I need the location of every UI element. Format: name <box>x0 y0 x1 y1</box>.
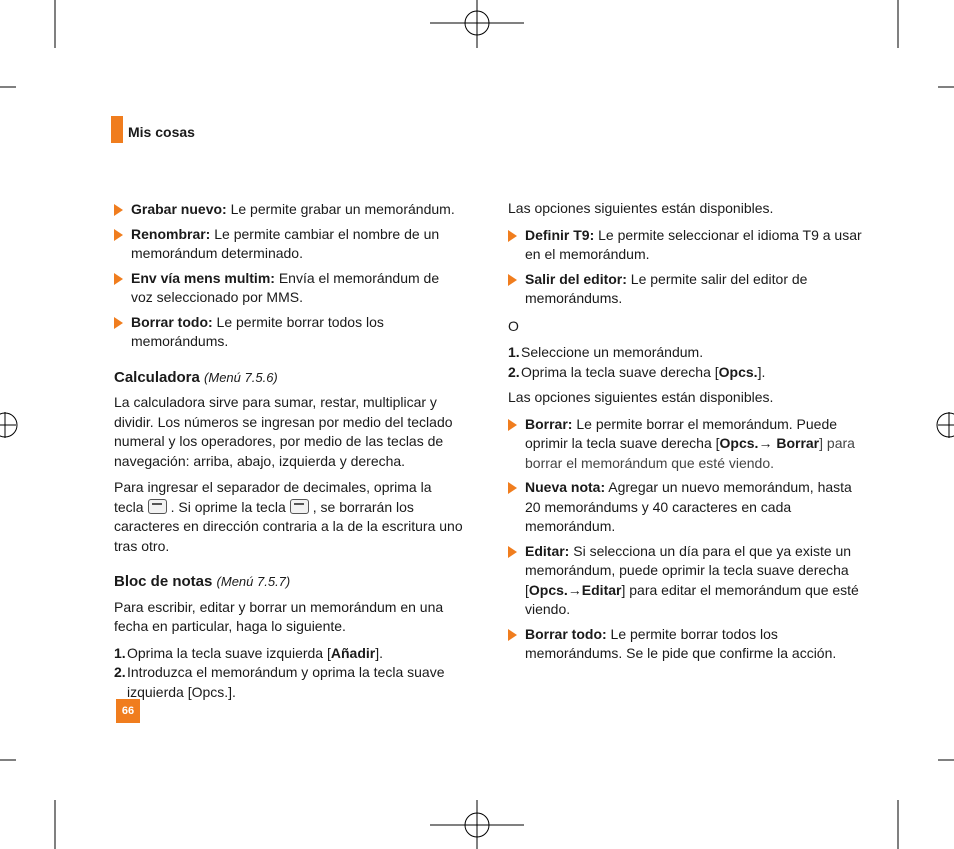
or-separator: O <box>508 317 519 334</box>
list-item: Definir T9: Le permite seleccionar el idioma T9 a usar en el memorándum. <box>508 226 868 265</box>
list-item: Borrar todo: Le permite borrar todos los memorándums. Se le pide que confirme la acción. <box>508 625 868 664</box>
list-item: Nueva nota: Agregar un nuevo memorándum, hasta 20 memorándums y 40 caracteres en cada memorándum. <box>508 478 868 537</box>
notepad-heading: Bloc de notas (Menú 7.5.7) <box>114 573 291 590</box>
calculator-heading: Calculadora (Menú 7.5.6) <box>114 368 278 386</box>
left-column <box>114 200 464 702</box>
list-item: Salir del editor: Le permite salir del editor de memorándums. <box>508 270 868 309</box>
step-item: 2. Oprima la tecla suave derecha [Opcs.]. <box>508 363 766 380</box>
list-item: Env vía mens multim: Envía el memorándum de voz seleccionado por MMS. <box>114 269 464 308</box>
section-title: Mis cosas <box>128 124 195 140</box>
right-column <box>508 199 868 669</box>
page-number-badge: 66 <box>116 699 140 723</box>
list-item: Grabar nuevo: Le permite grabar un memorándum. <box>114 200 464 220</box>
header-accent-bar <box>111 116 123 143</box>
options-intro: Las opciones siguientes están disponibles. <box>508 200 774 216</box>
calculator-description: La calculadora sirve para sumar, restar, multiplicar y dividir. Los números se ingresan por medio del teclado numeral y los operadores, por medio de las teclas de navegación: arriba, abajo, izquierda y derecha. <box>114 394 453 469</box>
step-item: 1. Oprima la tecla suave izquierda [Añadir]. <box>114 644 383 661</box>
options-intro-2: Las opciones siguientes están disponibles. <box>508 389 774 405</box>
notepad-intro: Para escribir, editar y borrar un memorándum en una fecha en particular, haga lo siguiente. <box>114 598 444 634</box>
calculator-keys-paragraph: Para ingresar el separador de decimales, oprima la tecla . Si oprime la tecla , se borrarán los caracteres en dirección contraria a la de la escritura uno tras otro. <box>114 479 463 554</box>
list-item: Editar: Si selecciona un día para el que ya existe un memorándum, puede oprimir la tecla suave derecha [Opcs.→Editar] para editar el memorándum que esté viendo. <box>508 542 868 620</box>
step-item: 1. Seleccione un memorándum. <box>508 344 704 360</box>
clear-key-icon <box>290 499 309 514</box>
list-item: Borrar: Le permite borrar el memorándum. Puede oprimir la tecla suave derecha [Opcs.→ Borrar] para borrar el memorándum que esté viendo. <box>508 415 868 474</box>
list-item: Renombrar: Le permite cambiar el nombre de un memorándum determinado. <box>114 225 464 264</box>
step-item: 2. Introduzca el memorándum y oprima la tecla suave izquierda [Opcs.]. <box>114 664 445 700</box>
star-key-icon <box>148 499 167 514</box>
list-item: Borrar todo: Le permite borrar todos los memorándums. <box>114 313 464 352</box>
